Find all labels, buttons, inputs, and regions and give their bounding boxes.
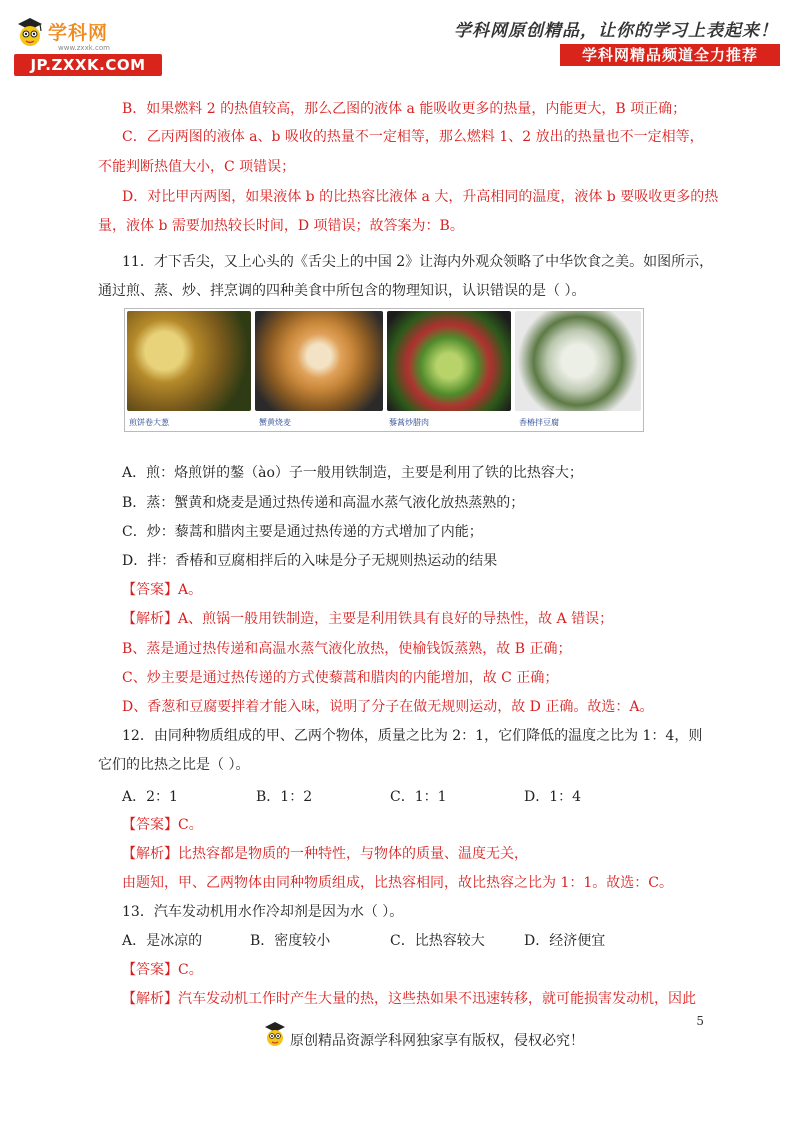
q13-option: D．经济便宜 bbox=[524, 933, 606, 949]
q13-option: B．密度较小 bbox=[250, 933, 331, 949]
mascot-icon bbox=[262, 1020, 288, 1052]
mascot-icon bbox=[14, 16, 46, 50]
analysis-text: B、蒸是通过热传递和高温水蒸气液化放热，使榆钱饭蒸熟，故 B 正确； bbox=[122, 641, 572, 657]
answer-label: 【答案】A。 bbox=[122, 582, 203, 598]
option-b: B．蒸：蟹黄和烧麦是通过热传递和高温水蒸气液化放热蒸熟的； bbox=[122, 495, 525, 511]
question-12-stem: 12．由同种物质组成的甲、乙两个物体，质量之比为 2：1，它们降低的温度之比为 1：4，则 bbox=[122, 728, 703, 744]
option-d: D．拌：香椿和豆腐相拌后的入味是分子无规则热运动的结果 bbox=[122, 553, 498, 569]
photo-shaomai bbox=[255, 311, 383, 411]
q13-option: C．比热容较大 bbox=[390, 933, 485, 949]
logo-url-bar bbox=[14, 54, 162, 76]
analysis-text: 【解析】汽车发动机工作时产生大量的热，这些热如果不迅速转移，就可能损害发动机，因此 bbox=[122, 991, 696, 1007]
photo-jianbing bbox=[127, 311, 251, 411]
q12-option: A．2：1 bbox=[122, 789, 178, 805]
photo-caption: 藜蒿炒腊肉 bbox=[389, 418, 429, 427]
analysis-text: 【解析】比热容都是物质的一种特性，与物体的质量、温度无关， bbox=[122, 846, 528, 862]
zxxk-logo[interactable] bbox=[14, 14, 164, 74]
q13-option: A．是冰凉的 bbox=[122, 933, 203, 949]
answer-label: 【答案】C。 bbox=[122, 817, 203, 833]
q12-option: C．1：1 bbox=[390, 789, 447, 805]
question-11-stem: 通过煎、蒸、炒、拌烹调的四种美食中所包含的物理知识，认识错误的是（ ）。 bbox=[98, 283, 586, 299]
logo-url-small: www.zxxk.com bbox=[58, 44, 110, 52]
answer-label: 【答案】C。 bbox=[122, 962, 203, 978]
logo-url: JP.ZXXK.COM bbox=[30, 56, 146, 74]
page-footer bbox=[0, 1010, 800, 1060]
logo-title: 学科网 bbox=[48, 22, 109, 44]
photo-caption: 煎饼卷大葱 bbox=[129, 418, 169, 427]
q12-option: D．1：4 bbox=[524, 789, 582, 805]
option-c: C．炒：藜蒿和腊肉主要是通过热传递的方式增加了内能； bbox=[122, 524, 483, 540]
question-11-stem: 11．才下舌尖，又上心头的《舌尖上的中国 2》让海内外观众领略了中华饮食之美。如图所示， bbox=[122, 254, 714, 270]
text-line: C．乙丙两图的液体 a、b 吸收的热量不一定相等，那么燃料 1、2 放出的热量也不一定相等， bbox=[122, 129, 704, 145]
channel-banner[interactable] bbox=[560, 44, 780, 66]
text-line: 量，液体 b 需要加热较长时间，D 项错误；故答案为：B。 bbox=[98, 218, 464, 234]
page-number: 5 bbox=[696, 1014, 704, 1028]
copyright-notice: 原创精品资源学科网独家享有版权，侵权必究！ bbox=[290, 1033, 584, 1049]
analysis-text: C、炒主要是通过热传递的方式使藜蒿和腊肉的内能增加，故 C 正确； bbox=[122, 670, 559, 686]
text-line: B．如果燃料 2 的热值较高，那么乙图的液体 a 能吸收更多的热量，内能更大，B 项正确； bbox=[122, 101, 687, 117]
text-line: 不能判断热值大小，C 项错误； bbox=[98, 159, 296, 175]
slogan: 学科网原创精品，让你的学习上表起来！ bbox=[454, 21, 778, 41]
photo-tofu bbox=[515, 311, 641, 411]
question-12-stem: 它们的比热之比是（ ）。 bbox=[98, 757, 250, 773]
photo-caption: 香椿拌豆腐 bbox=[519, 418, 559, 427]
channel-label: 学科网精品频道全力推荐 bbox=[581, 46, 758, 64]
analysis-text: 【解析】A、煎锅一般用铁制造，主要是利用铁具有良好的导热性，故 A 错误； bbox=[122, 611, 614, 627]
text-line: D．对比甲丙两图，如果液体 b 的比热容比液体 a 大，升高相同的温度，液体 b 要吸收更多的热 bbox=[122, 189, 719, 205]
question-13-stem: 13．汽车发动机用水作冷却剂是因为水（ ）。 bbox=[122, 904, 404, 920]
option-a: A．煎：烙煎饼的鏊（ào）子一般用铁制造，主要是利用了铁的比热容大； bbox=[122, 465, 583, 481]
food-photo-strip bbox=[124, 308, 644, 432]
photo-caption: 蟹黄烧麦 bbox=[259, 418, 291, 427]
page-header bbox=[0, 0, 800, 80]
q12-option: B．1：2 bbox=[256, 789, 313, 805]
analysis-text: D、香葱和豆腐要拌着才能入味，说明了分子在做无规则运动，故 D 正确。故选：A。 bbox=[122, 699, 654, 715]
analysis-text: 由题知，甲、乙两物体由同种物质组成，比热容相同，故比热容之比为 1：1。故选：C。 bbox=[122, 875, 673, 891]
photo-lihao bbox=[387, 311, 511, 411]
